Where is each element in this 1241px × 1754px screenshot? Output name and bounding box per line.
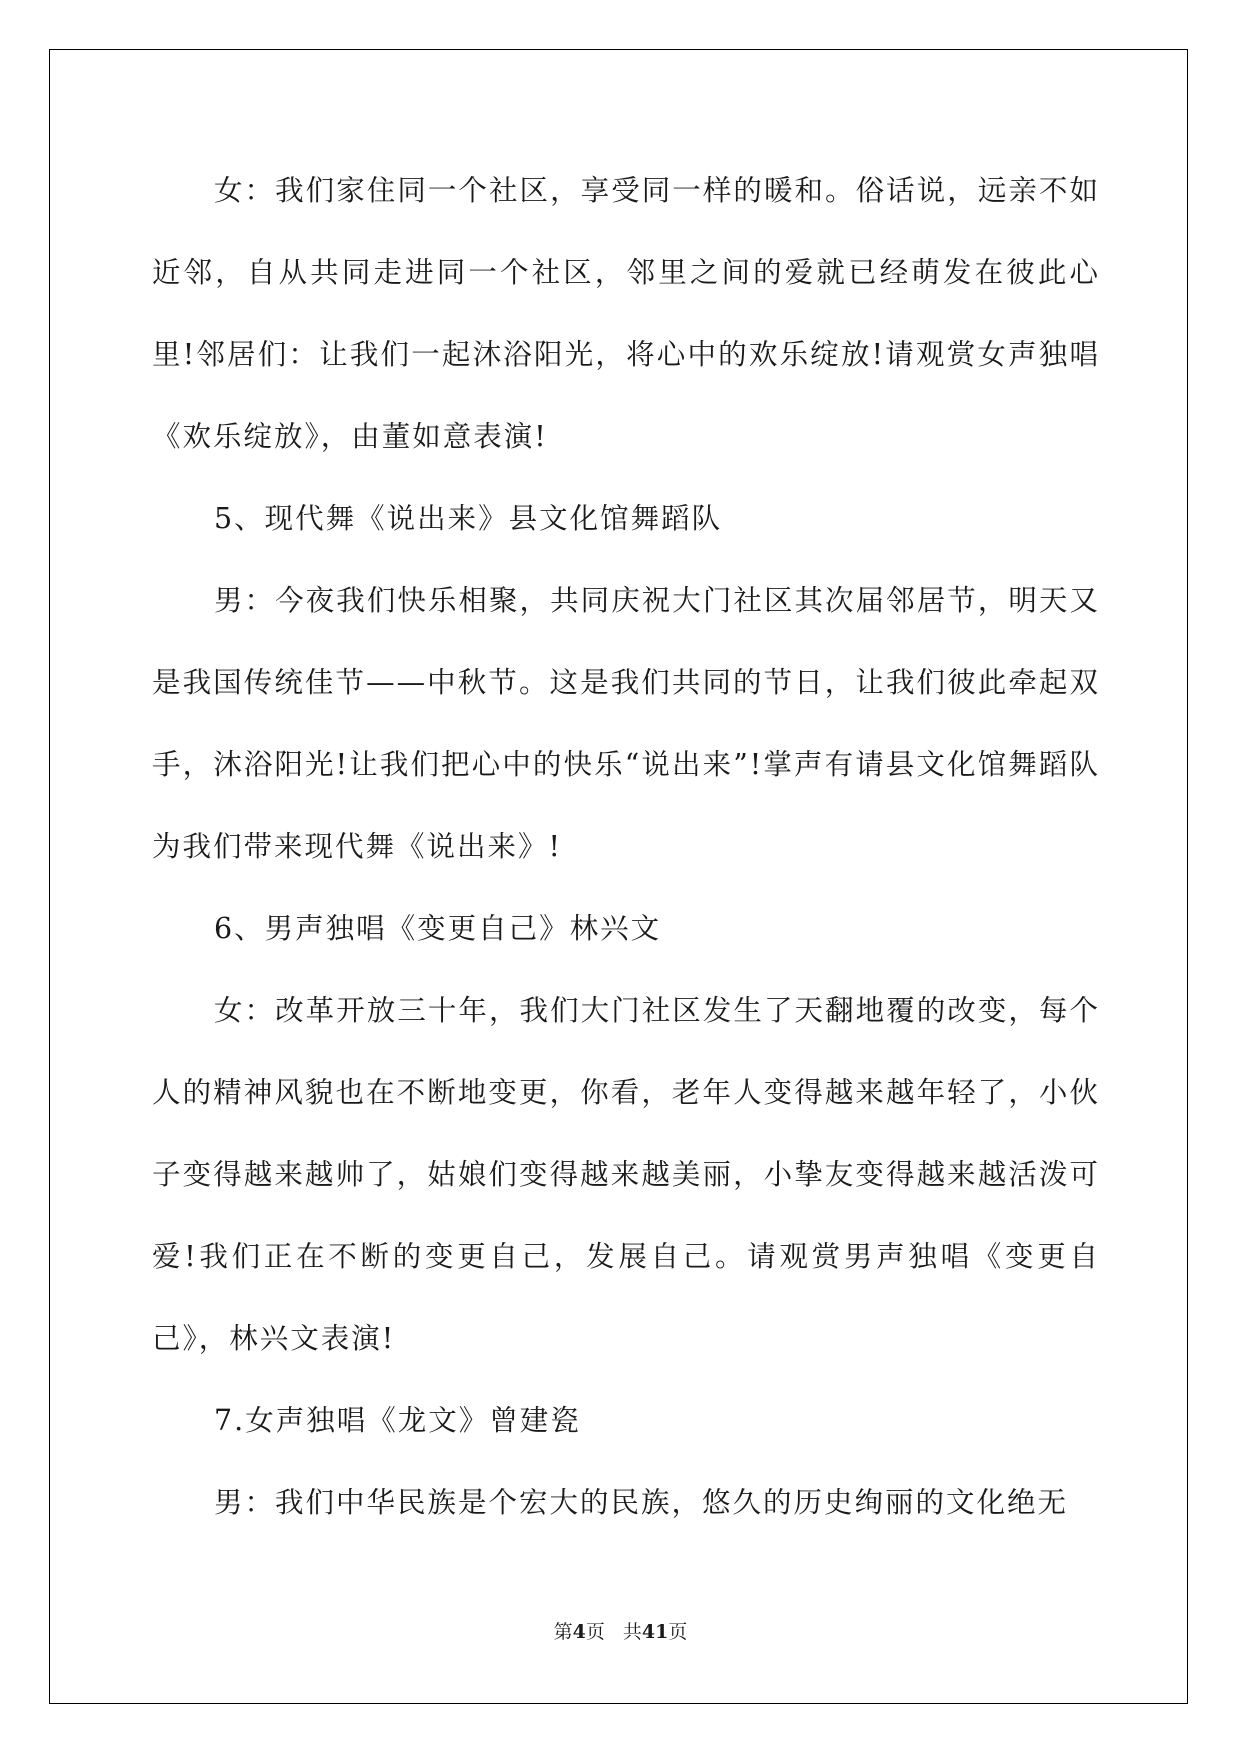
document-body — [152, 150, 1100, 1544]
current-page-number: 4 — [572, 1621, 586, 1643]
paragraph-dialogue: 男：我们中华民族是个宏大的民族，悠久的历史绚丽的文化绝无 — [214, 1486, 1069, 1519]
paragraph-dialogue: 男：今夜我们快乐相聚，共同庆祝大门社区其次届邻居节，明天又是我国传统佳节——中秋节。这是我们共同的节日，让我们彼此牵起双手，沐浴阳光!让我们把心中的快乐“说出来”!掌声有请县文化馆舞蹈队为我们带来现代舞《说出来》! — [152, 584, 1100, 863]
program-item-heading: 7.女声独唱《龙文》曾建瓷 — [214, 1404, 581, 1437]
page-label-prefix: 第 — [553, 1621, 573, 1643]
total-label-suffix: 页 — [668, 1621, 688, 1643]
page-label-suffix: 页 — [585, 1621, 605, 1643]
paragraph-dialogue: 女：我们家住同一个社区，享受同一样的暖和。俗话说，远亲不如近邻，自从共同走进同一个社区，邻里之间的爱就已经萌发在彼此心里!邻居们：让我们一起沐浴阳光，将心中的欢乐绽放!请观赏女声独唱《欢乐绽放》，由董如意表演! — [152, 174, 1100, 453]
total-pages-number: 41 — [641, 1621, 669, 1643]
program-item-heading: 5、现代舞《说出来》县文化馆舞蹈队 — [214, 502, 723, 535]
page-footer — [0, 1617, 1241, 1644]
paragraph-dialogue: 女：改革开放三十年，我们大门社区发生了天翻地覆的改变，每个人的精神风貌也在不断地变更，你看，老年人变得越来越年轻了，小伙子变得越来越帅了，姑娘们变得越来越美丽，小挚友变得越来越活泼可爱!我们正在不断的变更自己，发展自己。请观赏男声独唱《变更自己》，林兴文表演! — [152, 994, 1100, 1355]
program-item-heading: 6、男声独唱《变更自己》林兴文 — [214, 912, 662, 945]
total-label-prefix: 共 — [622, 1621, 642, 1643]
